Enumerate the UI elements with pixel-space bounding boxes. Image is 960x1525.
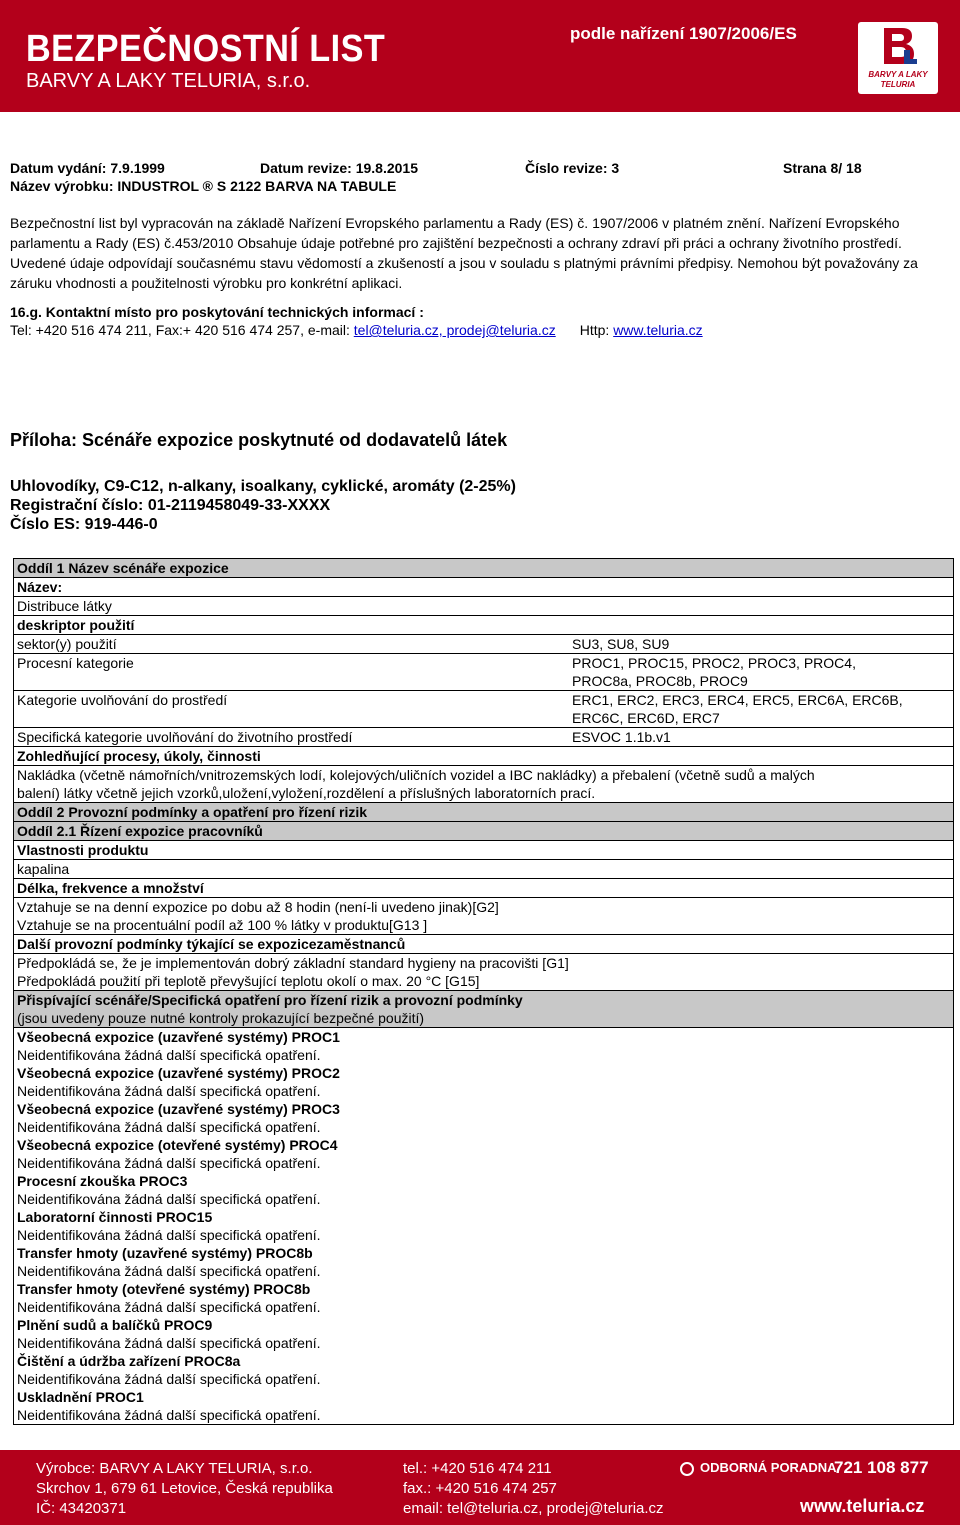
footer-tel: tel.: +420 516 474 211	[403, 1460, 552, 1477]
table-row	[14, 577, 953, 596]
revision-date: Datum revize: 19.8.2015	[260, 160, 418, 176]
revision-number: Číslo revize: 3	[525, 160, 620, 176]
table-row	[14, 746, 953, 765]
table-cell-label: kapalina	[17, 861, 70, 877]
table-cell-label: Neidentifikována žádná další specifická opatření.	[17, 1335, 321, 1351]
footer-producer: Výrobce: BARVY A LAKY TELURIA, s.r.o.	[36, 1460, 313, 1477]
table-cell-value: PROC8a, PROC8b, PROC9	[572, 673, 748, 689]
document-title: BEZPEČNOSTNÍ LIST	[26, 28, 386, 70]
table-row	[14, 953, 953, 972]
table-row	[14, 690, 953, 709]
table-cell-label: Oddíl 2 Provozní podmínky a opatření pro řízení rizik	[17, 804, 368, 820]
table-row	[14, 1064, 953, 1082]
table-cell-label: Kategorie uvolňování do prostředí	[17, 692, 228, 708]
table-row	[14, 1406, 953, 1424]
table-row	[14, 1172, 953, 1190]
product-name: Název výrobku: INDUSTROL ® S 2122 BARVA NA TABULE	[10, 178, 397, 194]
table-row	[14, 821, 953, 840]
table-row	[14, 1334, 953, 1352]
contact-heading: 16.g. Kontaktní místo pro poskytování technických informací :	[10, 304, 424, 320]
logo-line-1: BARVY A LAKY	[868, 70, 928, 79]
table-row	[14, 784, 953, 802]
table-cell-label: Uskladnění PROC1	[17, 1389, 144, 1405]
table-cell-label: Vztahuje se na denní expozice po dobu až 8 hodin (není-li uvedeno jinak)[G2]	[17, 899, 499, 915]
exposure-scenario-table	[13, 558, 954, 1425]
table-row	[14, 1370, 953, 1388]
table-cell-label: Všeobecná expozice (otevřené systémy) PROC4	[17, 1137, 338, 1153]
footer-email: email: tel@teluria.cz, prodej@teluria.cz	[403, 1500, 664, 1517]
table-row	[14, 802, 953, 821]
table-row	[14, 1027, 953, 1046]
advice-phone: 721 108 877	[834, 1458, 929, 1477]
table-row	[14, 1082, 953, 1100]
regulation-label: podle nařízení 1907/2006/ES	[570, 24, 797, 43]
table-cell-label	[17, 709, 568, 727]
http-label: Http:	[579, 322, 614, 338]
table-cell-value: ESVOC 1.1b.v1	[572, 729, 671, 745]
table-cell-label: Transfer hmoty (uzavřené systémy) PROC8b	[17, 1245, 313, 1261]
company-logo	[858, 22, 938, 94]
es-number: Číslo ES: 919-446-0	[10, 516, 158, 533]
table-row	[14, 653, 953, 672]
table-cell-label: Zohledňující procesy, úkoly, činnosti	[17, 748, 261, 764]
header-banner	[0, 0, 960, 112]
table-row	[14, 727, 953, 746]
table-cell-label: deskriptor použití	[17, 617, 135, 633]
table-cell-label: Všeobecná expozice (uzavřené systémy) PROC1	[17, 1029, 340, 1045]
table-row	[14, 1280, 953, 1298]
table-row	[14, 559, 953, 577]
table-row	[14, 672, 953, 690]
table-cell-label: Specifická kategorie uvolňování do životního prostředí	[17, 729, 353, 745]
footer-ico: IČ: 43420371	[36, 1500, 127, 1517]
table-cell-label: Neidentifikována žádná další specifická opatření.	[17, 1155, 321, 1171]
advice-label: ODBORNÁ PORADNA	[700, 1460, 837, 1475]
table-row	[14, 990, 953, 1009]
table-cell-label: (jsou uvedeny pouze nutné kontroly prokazující bezpečné použití)	[17, 1010, 425, 1026]
table-row	[14, 859, 953, 878]
table-cell-label: Všeobecná expozice (uzavřené systémy) PROC3	[17, 1101, 340, 1117]
table-cell-label: Neidentifikována žádná další specifická opatření.	[17, 1407, 321, 1423]
table-row	[14, 1352, 953, 1370]
table-cell-label: Neidentifikována žádná další specifická opatření.	[17, 1263, 321, 1279]
table-row	[14, 765, 953, 784]
table-row	[14, 1046, 953, 1064]
table-cell-label: sektor(y) použití	[17, 636, 117, 652]
table-row	[14, 1208, 953, 1226]
email-link[interactable]: tel@teluria.cz, prodej@teluria.cz	[353, 322, 556, 338]
footer-banner	[0, 1450, 960, 1525]
table-cell-label: Neidentifikována žádná další specifická opatření.	[17, 1371, 321, 1387]
table-row	[14, 1009, 953, 1027]
contact-line	[10, 322, 703, 338]
table-cell-label: Neidentifikována žádná další specifická opatření.	[17, 1047, 321, 1063]
logo-mark-icon	[880, 26, 918, 66]
table-row	[14, 1118, 953, 1136]
footer-web: www.teluria.cz	[800, 1496, 925, 1516]
table-row	[14, 878, 953, 897]
table-row	[14, 897, 953, 916]
table-row	[14, 634, 953, 653]
table-cell-label: Neidentifikována žádná další specifická opatření.	[17, 1299, 321, 1315]
table-row	[14, 1298, 953, 1316]
issue-date: Datum vydání: 7.9.1999	[10, 160, 165, 176]
intro-paragraph: Bezpečnostní list byl vypracován na základě Nařízení Evropského parlamentu a Rady (ES) č. 1907/2006 v platném znění. Nařízení Evropského parlamentu a Rady (ES) č.453/2010 Obsahuje údaje potřebné pro zajištění bezpečnosti a ochrany zdraví při práci a ochrany životního prostředí. Uvedené údaje odpovídají současnému stavu vědomostí a zkušeností a jsou v souladu s platnými právními předpisy. Nemohou být považovány za záruku vhodnosti a použitelnosti výrobku pro konkrétní aplikaci.	[10, 215, 918, 291]
table-cell-label: Vztahuje se na procentuální podíl až 100 % látky v produktu[G13 ]	[17, 917, 428, 933]
table-cell-label: Nakládka (včetně námořních/vnitrozemských lodí, kolejových/uličních vozidel a IBC nakládky) a přebalení (včetně sudů a malých	[17, 767, 815, 783]
table-row	[14, 1190, 953, 1208]
table-cell-label: Procesní zkouška PROC3	[17, 1173, 188, 1189]
table-cell-label: Délka, frekvence a množství	[17, 880, 204, 896]
table-row	[14, 916, 953, 934]
website-link[interactable]: www.teluria.cz	[613, 322, 703, 338]
table-cell-value: SU3, SU8, SU9	[572, 636, 670, 652]
table-row	[14, 1154, 953, 1172]
table-cell-label: Předpokládá použití při teplotě převyšující teplotu okolí o max. 20 °C [G15]	[17, 973, 480, 989]
registration-number: Registrační číslo: 01-2119458049-33-XXXX	[10, 497, 331, 514]
table-row	[14, 1136, 953, 1154]
table-cell-label	[17, 672, 568, 690]
table-cell-label: Neidentifikována žádná další specifická opatření.	[17, 1083, 321, 1099]
table-cell-label: Distribuce látky	[17, 598, 112, 614]
table-cell-label: Neidentifikována žádná další specifická opatření.	[17, 1119, 321, 1135]
annex-title: Příloha: Scénáře expozice poskytnuté od dodavatelů látek	[10, 430, 508, 450]
page-number: Strana 8/ 18	[783, 160, 862, 176]
table-cell-label: Všeobecná expozice (uzavřené systémy) PROC2	[17, 1065, 340, 1081]
phone-icon	[680, 1462, 694, 1476]
table-cell-label: Vlastnosti produktu	[17, 842, 149, 858]
footer-fax: fax.: +420 516 474 257	[403, 1480, 557, 1497]
company-name: BARVY A LAKY TELURIA, s.r.o.	[26, 70, 311, 92]
table-cell-label: Laboratorní činnosti PROC15	[17, 1209, 213, 1225]
table-row	[14, 1262, 953, 1280]
table-cell-label: balení) látky včetně jejich vzorků,uložení,vyložení,rozdělení a příslušných laboratorních prací.	[17, 785, 596, 801]
table-row	[14, 709, 953, 727]
footer-address: Skrchov 1, 679 61 Letovice, Česká republika	[36, 1480, 333, 1497]
table-row	[14, 615, 953, 634]
table-row	[14, 1316, 953, 1334]
table-cell-label: Procesní kategorie	[17, 655, 134, 671]
table-row	[14, 934, 953, 953]
table-cell-label: Přispívající scénáře/Specifická opatření pro řízení rizik a provozní podmínky	[17, 992, 523, 1008]
table-cell-label: Oddíl 2.1 Řízení expozice pracovníků	[17, 823, 263, 839]
table-cell-label: Čištění a údržba zařízení PROC8a	[17, 1353, 241, 1369]
table-row	[14, 840, 953, 859]
table-cell-value: ERC1, ERC2, ERC3, ERC4, ERC5, ERC6A, ERC6B,	[572, 692, 903, 708]
logo-line-2: TELURIA	[880, 80, 916, 89]
table-cell-label: Transfer hmoty (otevřené systémy) PROC8b	[17, 1281, 311, 1297]
substance-info	[10, 477, 516, 534]
table-cell-label: Předpokládá se, že je implementován dobrý základní standard hygieny na pracovišti [G1]	[17, 955, 569, 971]
table-cell-value: PROC1, PROC15, PROC2, PROC3, PROC4,	[572, 655, 856, 671]
table-row	[14, 1226, 953, 1244]
table-cell-value: ERC6C, ERC6D, ERC7	[572, 710, 720, 726]
contact-phone-fax: Tel: +420 516 474 211, Fax:+ 420 516 474 257, e-mail:	[10, 322, 354, 338]
table-cell-label: Plnění sudů a balíčků PROC9	[17, 1317, 213, 1333]
table-cell-label: Další provozní podmínky týkající se expozicezaměstnanců	[17, 936, 406, 952]
table-cell-label: Název:	[17, 579, 63, 595]
substance-name: Uhlovodíky, C9-C12, n-alkany, isoalkany, cyklické, aromáty (2-25%)	[10, 478, 516, 495]
table-row	[14, 1388, 953, 1406]
table-cell-label: Neidentifikována žádná další specifická opatření.	[17, 1227, 321, 1243]
table-cell-label: Oddíl 1 Název scénáře expozice	[17, 560, 229, 576]
table-row	[14, 596, 953, 615]
table-row	[14, 972, 953, 990]
table-row	[14, 1100, 953, 1118]
table-cell-label: Neidentifikována žádná další specifická opatření.	[17, 1191, 321, 1207]
table-row	[14, 1244, 953, 1262]
